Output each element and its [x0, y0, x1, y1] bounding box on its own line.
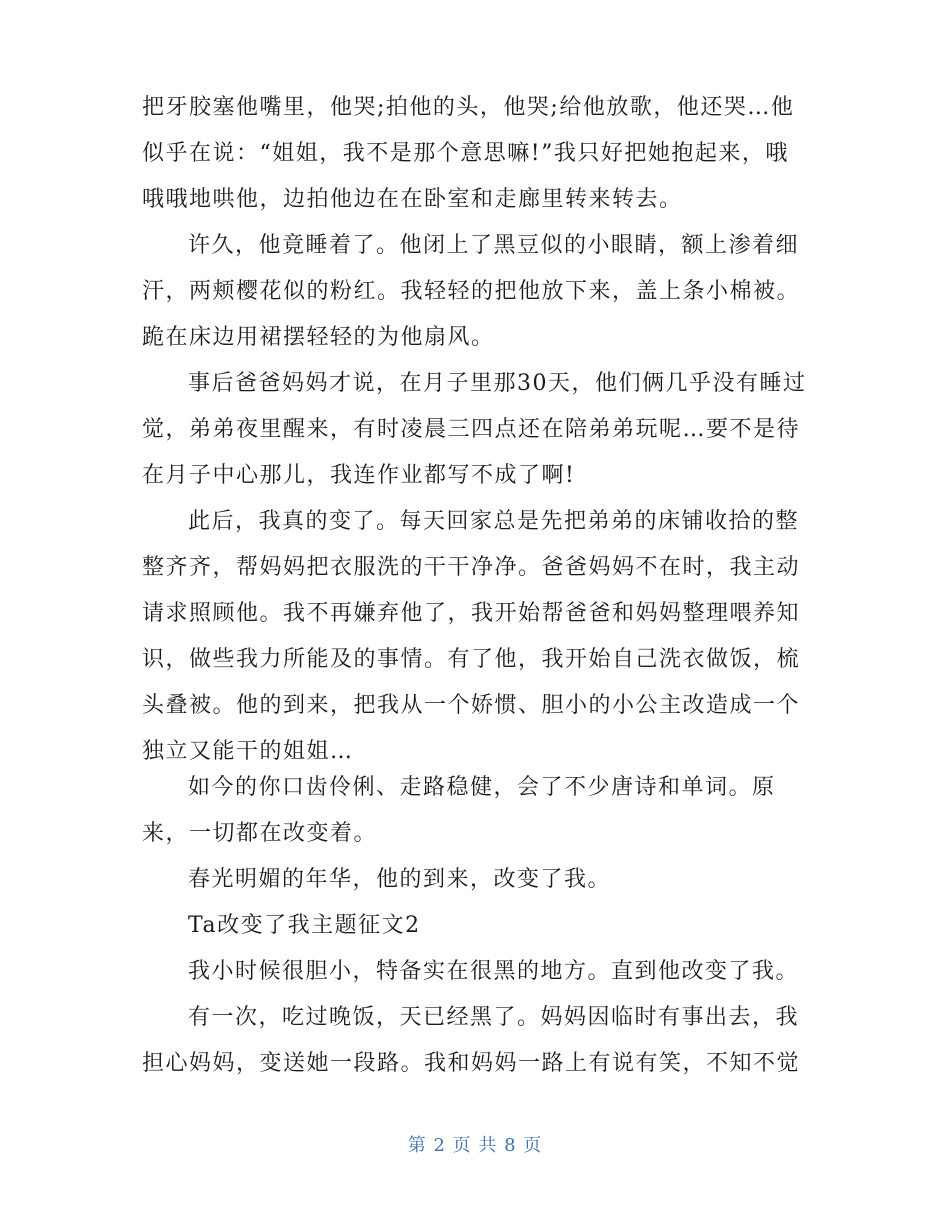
- body-text-line: 哦哦地哄他，边拍他边在在卧室和走廊里转来转去。: [142, 187, 683, 212]
- paragraph-start-line: 春光明媚的年华，他的到来，改变了我。: [188, 867, 612, 892]
- body-text-line: 似乎在说：“姐姐，我不是那个意思嘛!”我只好把她抱起来，哦: [142, 141, 789, 166]
- body-text-line: 担心妈妈，变送她一段路。我和妈妈一路上有说有笑，不知不觉: [142, 1051, 801, 1076]
- body-text-line: 独立又能干的姐姐…: [142, 739, 354, 764]
- body-text-line: 整齐齐，帮妈妈把衣服洗的干干净净。爸爸妈妈不在时，我主动: [142, 555, 801, 580]
- paragraph-start-line: 我小时候很胆小，特备实在很黑的地方。直到他改变了我。: [188, 959, 800, 984]
- page-number-footer: 第 2 页 共 8 页: [407, 1135, 543, 1156]
- body-text-line: 汗，两颊樱花似的粉红。我轻轻的把他放下来，盖上条小棉被。: [142, 279, 801, 304]
- paragraph-start-line: 如今的你口齿伶俐、走路稳健，会了不少唐诗和单词。原: [188, 775, 776, 800]
- body-text-line: 头叠被。他的到来，把我从一个娇惯、胆小的小公主改造成一个: [142, 693, 801, 718]
- body-text-line: 跪在床边用裙摆轻轻的为他扇风。: [142, 325, 495, 350]
- paragraph-start-line: 许久，他竟睡着了。他闭上了黑豆似的小眼睛，额上渗着细: [188, 233, 800, 258]
- paragraph-start-line: 此后，我真的变了。每天回家总是先把弟弟的床铺收拾的整: [188, 509, 800, 534]
- body-text-line: 来，一切都在改变着。: [142, 821, 378, 846]
- body-text-line: 请求照顾他。我不再嫌弃他了，我开始帮爸爸和妈妈整理喂养知: [142, 601, 801, 626]
- body-text-line: 觉，弟弟夜里醒来，有时凌晨三四点还在陪弟弟玩呢…要不是待: [142, 417, 801, 442]
- section-heading: Ta改变了我主题征文2: [188, 913, 421, 938]
- paragraph-start-line: 有一次，吃过晚饭，天已经黑了。妈妈因临时有事出去，我: [188, 1005, 800, 1030]
- body-text-line: 把牙胶塞他嘴里，他哭;拍他的头，他哭;给他放歌，他还哭…他: [142, 95, 795, 120]
- body-text-line: 在月子中心那儿，我连作业都写不成了啊!: [142, 463, 576, 488]
- body-text-line: 识，做些我力所能及的事情。有了他，我开始自己洗衣做饭，梳: [142, 647, 801, 672]
- paragraph-start-line: 事后爸爸妈妈才说，在月子里那30天，他们俩几乎没有睡过: [188, 371, 807, 396]
